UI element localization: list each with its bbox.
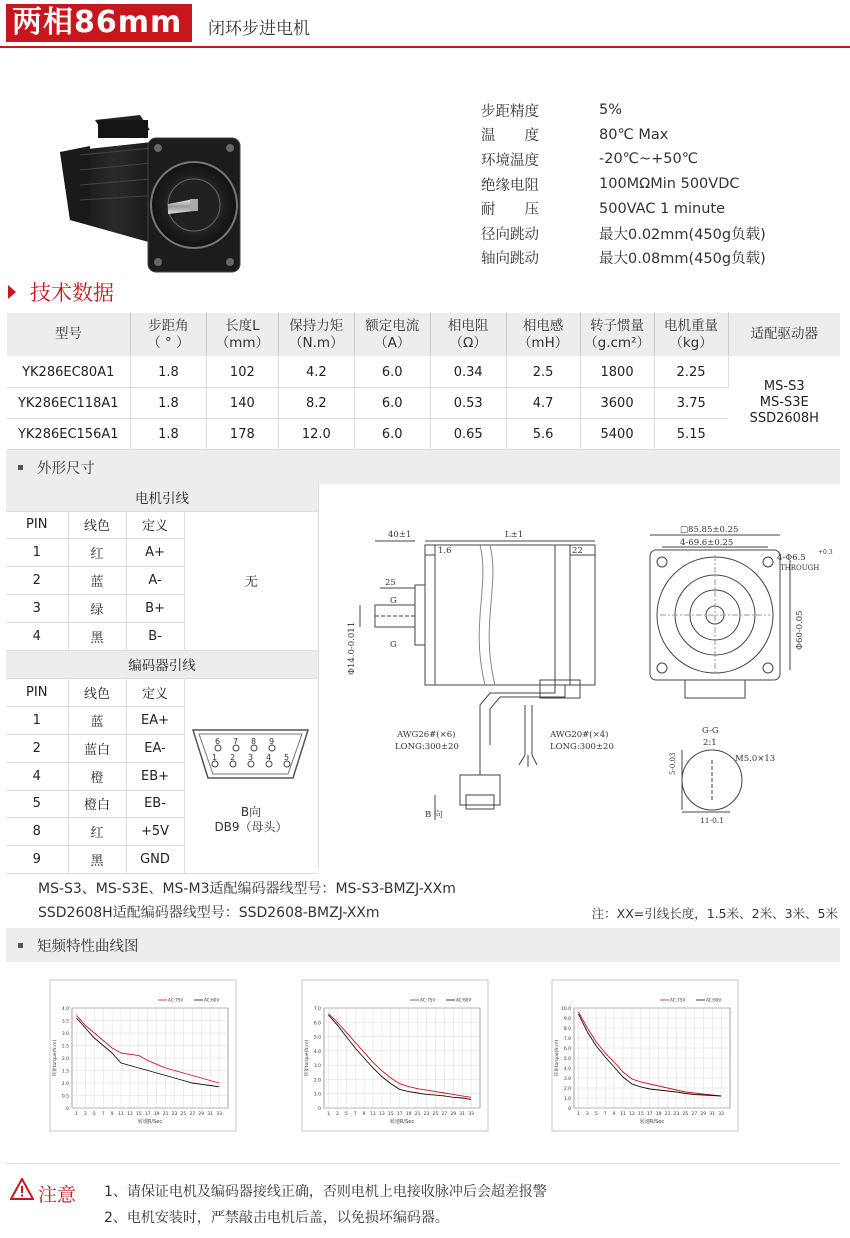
y-tick-label: 0 <box>568 1107 571 1112</box>
y-tick-label: 5.0 <box>313 1035 321 1041</box>
col-header: 相电感 （mH） <box>506 313 580 357</box>
y-tick-label: 3.0 <box>313 1064 321 1070</box>
table-row: YK286EC156A1 1.8 178 12.0 6.0 0.65 5.6 5400 5.15 <box>7 419 841 450</box>
x-tick-label: 17 <box>144 1112 151 1117</box>
x-tick-label: 27 <box>189 1112 196 1117</box>
y-tick-label: 3.0 <box>563 1077 571 1082</box>
table-header-row: PIN 线色 定义 无 <box>6 511 318 539</box>
spec-row: 轴向跳动 最大0.08mm(450g负载) <box>481 251 766 268</box>
db9-pin-label: 6 <box>215 737 221 746</box>
db9-connector-diagram <box>183 720 318 835</box>
col-header: 长度L （mm） <box>206 313 278 357</box>
dim-label: G <box>390 596 397 606</box>
table-row: YK286EC80A1 1.8 102 4.2 6.0 0.34 2.5 1800 2.25 MS-S3 MS-S3E SSD2608H <box>7 357 841 388</box>
x-tick-label: 3 <box>585 1112 589 1117</box>
x-tick-label: 9 <box>612 1112 616 1117</box>
table-row: 2 蓝白 EA- <box>6 734 318 762</box>
y-tick-label: 0.5 <box>61 1094 69 1100</box>
y-tick-label: 4.0 <box>563 1067 571 1072</box>
table-row: 4 橙 EB+ <box>6 762 318 790</box>
x-tick-label: 1 <box>577 1112 580 1117</box>
col-header: 适配驱动器 <box>728 313 840 357</box>
col-header: 相电阻 （Ω） <box>430 313 506 357</box>
db9-pin-label: 4 <box>266 753 272 762</box>
page-subtitle: 闭环步进电机 <box>208 19 310 39</box>
x-tick-label: 19 <box>405 1112 412 1117</box>
y-tick-label: 1.0 <box>61 1082 69 1087</box>
x-tick-label: 23 <box>673 1112 680 1117</box>
triangle-icon <box>8 285 16 299</box>
dim-label: 40±1 <box>388 530 412 540</box>
x-tick-label: 27 <box>691 1112 698 1117</box>
table-row: 3 绿 B+ <box>6 595 318 623</box>
legend-label: AC:60V <box>204 997 220 1003</box>
y-axis-label: 转矩torque(N.m) <box>555 1039 560 1077</box>
legend-label: AC:60V <box>706 997 722 1003</box>
x-tick-label: 17 <box>646 1112 653 1117</box>
legend-label: AC:75V <box>670 997 686 1003</box>
cable-label: AWG20#(×4) <box>550 730 609 740</box>
db9-pin-label: 3 <box>248 753 254 762</box>
table-row: 2 蓝 A- <box>6 567 318 595</box>
spec-row: 温 度 80℃ Max <box>481 126 669 145</box>
y-axis-label: 转矩torque(N.m) <box>53 1039 58 1077</box>
spec-row: 环境温度 -20℃~+50℃ <box>481 151 699 169</box>
legend-label: AC:60V <box>456 997 472 1003</box>
x-tick-label: 19 <box>655 1112 662 1117</box>
db9-pin-label: 5 <box>284 753 290 762</box>
section-label: 2:1 <box>703 738 717 748</box>
notice-label: 注意 <box>38 1184 77 1206</box>
y-tick-label: 2.5 <box>61 1044 69 1050</box>
x-tick-label: 21 <box>162 1112 169 1117</box>
x-tick-label: 29 <box>450 1112 457 1117</box>
curve-section-heading: 矩频特性曲线图 <box>6 928 840 962</box>
encoder-model-note: SSD2608H适配编码器线型号：SSD2608-BMZJ-XXm <box>38 905 380 921</box>
cable-label: LONG:300±20 <box>550 742 614 752</box>
spec-list <box>481 98 841 270</box>
x-tick-label: 7 <box>353 1112 357 1117</box>
x-tick-label: 23 <box>423 1112 430 1117</box>
y-tick-label: 3.5 <box>61 1019 69 1025</box>
col-header: 步距角 （ ° ） <box>130 313 206 357</box>
y-tick-label: 2.0 <box>313 1078 321 1084</box>
chart-frame <box>552 980 738 1131</box>
warning-icon <box>10 1178 34 1200</box>
table-row: 9 黑 GND <box>6 846 318 874</box>
y-tick-label: 2.0 <box>563 1087 571 1092</box>
x-tick-label: 31 <box>459 1112 466 1117</box>
db9-pin-label: 7 <box>233 737 239 746</box>
table-row: YK286EC118A1 1.8 140 8.2 6.0 0.53 4.7 3600 3.75 <box>7 388 841 419</box>
dim-label: M5.0×13 <box>735 754 776 764</box>
section-label: G-G <box>702 726 719 736</box>
x-tick-label: 23 <box>171 1112 178 1117</box>
x-tick-label: 3 <box>83 1112 87 1117</box>
db9-pin-label: 2 <box>230 753 236 762</box>
cable-label: LONG:300±20 <box>395 742 459 752</box>
motor-photo <box>50 100 260 280</box>
footnote: 注：XX=引线长度，1.5米、2米、3米、5米 <box>591 906 838 921</box>
x-tick-label: 21 <box>414 1112 421 1117</box>
x-tick-label: 29 <box>198 1112 205 1117</box>
x-tick-label: 15 <box>387 1112 394 1117</box>
x-tick-label: 33 <box>718 1112 724 1117</box>
col-header: 型号 <box>7 313 131 357</box>
dim-label: 4-Φ6.5 <box>777 553 806 563</box>
table-row: 1 红 A+ <box>6 539 318 567</box>
db9-direction: B向 <box>240 805 262 819</box>
y-axis-label: 转矩torque(N.m) <box>305 1039 310 1077</box>
y-tick-label: 0 <box>66 1107 69 1112</box>
view-label: B 向 <box>425 810 443 820</box>
tech-section-heading: 技术数据 <box>8 277 114 307</box>
x-tick-label: 31 <box>709 1112 716 1117</box>
motor-leads-note: 无 <box>184 511 318 650</box>
x-tick-label: 25 <box>432 1112 439 1117</box>
dim-label: G <box>390 640 397 650</box>
db9-pin-label: 8 <box>251 737 257 746</box>
col-header: 额定电流 （A） <box>354 313 430 357</box>
notice-item: 1、请保证电机及编码器接线正确，否则电机上电接收脉冲后会超差报警 <box>104 1184 547 1200</box>
x-tick-label: 33 <box>216 1112 222 1117</box>
col-header: 电机重量 （kg） <box>654 313 728 357</box>
spec-row: 步距精度 5% <box>481 102 623 120</box>
y-tick-label: 6.0 <box>313 1021 321 1027</box>
dimension-section-heading: 外形尺寸 <box>6 450 840 484</box>
y-tick-label: 4.0 <box>313 1049 321 1055</box>
x-tick-label: 1 <box>75 1112 78 1117</box>
dim-label: L±1 <box>505 530 524 540</box>
dim-label: 5-0.03 <box>669 752 677 775</box>
driver-cell: MS-S3 MS-S3E SSD2608H <box>728 357 840 450</box>
y-tick-label: 7.0 <box>563 1037 571 1042</box>
spec-row: 绝缘电阻 100MΩMin 500VDC <box>481 176 740 194</box>
x-tick-label: 9 <box>110 1112 114 1117</box>
x-tick-label: 5 <box>344 1112 348 1117</box>
dim-label: Φ60-0.05 <box>795 610 805 650</box>
dim-label: 22 <box>572 546 583 556</box>
torque-chart-1 <box>48 978 238 1133</box>
x-tick-label: 7 <box>603 1112 607 1117</box>
x-tick-label: 27 <box>441 1112 448 1117</box>
page-title: 两相86mm <box>6 4 192 42</box>
header-divider <box>0 46 850 48</box>
x-tick-label: 25 <box>682 1112 689 1117</box>
legend-label: AC:75V <box>420 997 436 1003</box>
notice-item: 2、电机安装时，严禁敲击电机后盖，以免损坏编码器。 <box>104 1210 449 1226</box>
cable-label: AWG26#(×6) <box>397 730 456 740</box>
encoder-leads-caption: 编码器引线 <box>6 650 318 678</box>
y-tick-label: 1.0 <box>313 1092 321 1098</box>
x-tick-label: 21 <box>664 1112 671 1117</box>
y-tick-label: 4.0 <box>61 1007 69 1012</box>
db9-pin-label: 9 <box>269 737 275 746</box>
x-tick-label: 13 <box>127 1112 133 1117</box>
x-tick-label: 25 <box>180 1112 187 1117</box>
dim-label: □85.85±0.25 <box>680 525 739 535</box>
dim-label: 1.6 <box>438 546 452 556</box>
x-tick-label: 13 <box>629 1112 635 1117</box>
table-row: 5 橙白 EB- <box>6 790 318 818</box>
x-tick-label: 13 <box>379 1112 385 1117</box>
motor-leads-caption: 电机引线 <box>6 483 318 511</box>
x-tick-label: 3 <box>335 1112 339 1117</box>
x-tick-label: 19 <box>153 1112 160 1117</box>
x-tick-label: 1 <box>327 1112 330 1117</box>
chart-frame <box>50 980 236 1131</box>
x-tick-label: 15 <box>637 1112 644 1117</box>
col-header: 保持力矩 （N.m） <box>278 313 354 357</box>
chart-frame <box>302 980 488 1131</box>
page-header <box>0 0 850 52</box>
x-tick-label: 7 <box>101 1112 105 1117</box>
y-tick-label: 10.0 <box>560 1007 571 1012</box>
bullet-icon <box>18 465 23 470</box>
y-tick-label: 3.0 <box>61 1032 69 1037</box>
y-tick-label: 1.5 <box>61 1069 69 1075</box>
x-tick-label: 17 <box>396 1112 403 1117</box>
encoder-model-note: MS-S3、MS-S3E、MS-M3适配编码器线型号：MS-S3-BMZJ-XXm <box>38 881 456 897</box>
x-tick-label: 29 <box>700 1112 707 1117</box>
x-tick-label: 5 <box>594 1112 598 1117</box>
y-tick-label: 6.0 <box>563 1047 571 1052</box>
table-row: 8 红 +5V <box>6 818 318 846</box>
spec-row: 径向跳动 最大0.02mm(450g负载) <box>481 226 766 243</box>
x-tick-label: 33 <box>468 1112 474 1117</box>
legend-label: AC:75V <box>168 997 184 1003</box>
x-tick-label: 11 <box>370 1112 376 1117</box>
dim-label: 25 <box>385 578 396 588</box>
bullet-icon <box>18 943 23 948</box>
dimension-drawing <box>340 505 840 825</box>
table-row: 4 黑 B- <box>6 623 318 651</box>
section-divider <box>318 483 319 868</box>
dim-label: 4-69.6±0.25 <box>680 538 734 548</box>
dim-label: Φ14.0-0.011 <box>347 621 357 675</box>
y-tick-label: 2.0 <box>61 1057 69 1062</box>
y-tick-label: 8.0 <box>563 1027 571 1032</box>
x-tick-label: 15 <box>135 1112 142 1117</box>
dim-label: THROUGH <box>780 564 820 572</box>
db9-pin-label: 1 <box>212 753 218 762</box>
torque-chart-2 <box>300 978 490 1133</box>
torque-chart-3 <box>550 978 740 1133</box>
x-tick-label: 5 <box>92 1112 96 1117</box>
x-axis-label: 转速R/Sec <box>137 1119 163 1125</box>
table-row: 1 蓝 EA+ <box>6 706 318 734</box>
x-tick-label: 11 <box>118 1112 124 1117</box>
y-tick-label: 1.0 <box>563 1097 571 1102</box>
x-axis-label: 转速R/Sec <box>639 1119 665 1125</box>
y-tick-label: 0 <box>318 1107 321 1112</box>
y-tick-label: 7.0 <box>313 1007 321 1012</box>
dim-label: 11-0.1 <box>700 816 725 825</box>
dim-label: +0.3 <box>818 549 833 556</box>
x-tick-label: 31 <box>207 1112 214 1117</box>
col-header: 转子惯量 （g.cm²） <box>580 313 654 357</box>
x-tick-label: 9 <box>362 1112 366 1117</box>
x-tick-label: 11 <box>620 1112 626 1117</box>
x-axis-label: 转速R/Sec <box>389 1119 415 1125</box>
table-header-row: PIN 线色 定义 <box>6 678 318 706</box>
tech-table <box>6 312 840 450</box>
y-tick-label: 9.0 <box>563 1017 571 1022</box>
table-header-row <box>7 313 841 357</box>
db9-name: DB9（母头） <box>214 820 288 834</box>
spec-row: 耐 压 500VAC 1 minute <box>481 200 726 219</box>
y-tick-label: 5.0 <box>563 1057 571 1062</box>
